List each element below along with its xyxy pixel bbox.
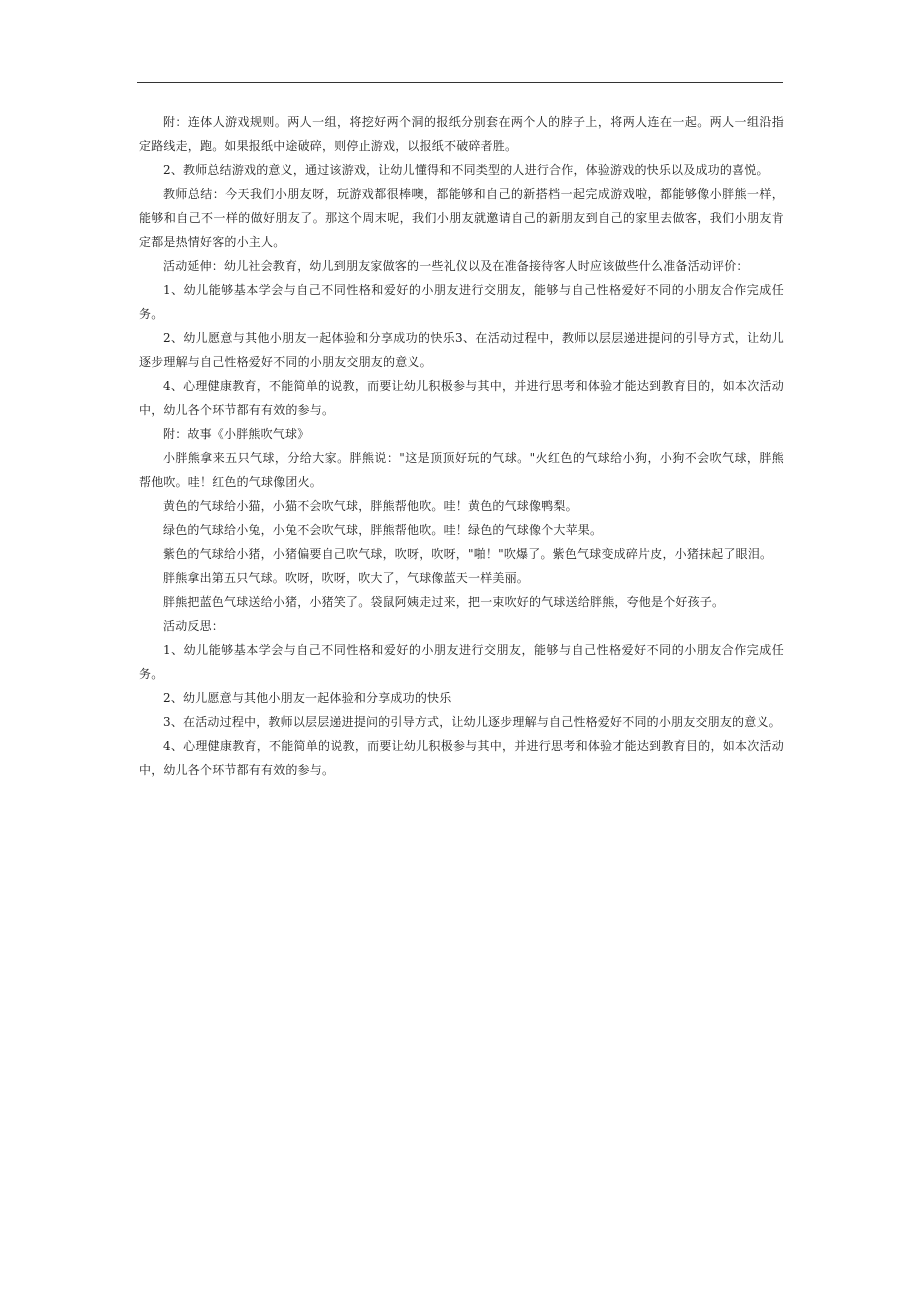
paragraph-reflection-2: 2、幼儿愿意与其他小朋友一起体验和分享成功的快乐: [163, 691, 452, 705]
paragraph-evaluation-4: 4、心理健康教育，不能简单的说教，而要让幼儿积极参与其中，并进行思考和体验才能达到教育目的，如本次活动中，幼儿各个环节都有有效的参与。: [139, 379, 784, 417]
paragraph-story-3: 绿色的气球给小兔，小兔不会吹气球，胖熊帮他吹。哇！绿色的气球像个大苹果。: [163, 523, 603, 537]
paragraph-game-rules: 附：连体人游戏规则。两人一组，将挖好两个洞的报纸分别套在两个人的脖子上，将两人连在一起。两人一组沿指定路线走，跑。如果报纸中途破碎，则停止游戏，以报纸不破碎者胜。: [139, 115, 784, 153]
document-body: [139, 110, 784, 782]
paragraph-teacher-summary: 教师总结：今天我们小朋友呀，玩游戏都很棒噢，都能够和自己的新搭档一起完成游戏啦，都能够像小胖熊一样，能够和自己不一样的做好朋友了。那这个周末呢，我们小朋友就邀请自己的新朋友到自己的家里去做客，我们小朋友肯定都是热情好客的小主人。: [139, 187, 784, 249]
paragraph-evaluation-1: 1、幼儿能够基本学会与自己不同性格和爱好的小朋友进行交朋友，能够与自己性格爱好不同的小朋友合作完成任务。: [139, 283, 784, 321]
header-rule: [137, 82, 783, 83]
paragraph-story-5: 胖熊拿出第五只气球。吹呀，吹呀，吹大了，气球像蓝天一样美丽。: [163, 571, 530, 585]
paragraph-story-1: 小胖熊拿来五只气球，分给大家。胖熊说："这是顶顶好玩的气球。"火红色的气球给小狗，小狗不会吹气球，胖熊帮他吹。哇！红色的气球像团火。: [139, 451, 784, 489]
paragraph-story-6: 胖熊把蓝色气球送给小猪，小猪笑了。袋鼠阿姨走过来，把一束吹好的气球送给胖熊，夸他是个好孩子。: [163, 595, 725, 609]
paragraph-story-title: 附：故事《小胖熊吹气球》: [163, 427, 310, 441]
paragraph-reflection-1: 1、幼儿能够基本学会与自己不同性格和爱好的小朋友进行交朋友，能够与自己性格爱好不同的小朋友合作完成任务。: [139, 643, 784, 681]
paragraph-reflection-3: 3、在活动过程中，教师以层层递进提问的引导方式，让幼儿逐步理解与自己性格爱好不同的小朋友交朋友的意义。: [163, 715, 781, 729]
paragraph-story-4: 紫色的气球给小猪，小猪偏要自己吹气球，吹呀，吹呀，"啪！"吹爆了。紫色气球变成碎片皮，小猪抹起了眼泪。: [163, 547, 773, 561]
paragraph-story-2: 黄色的气球给小猫，小猫不会吹气球，胖熊帮他吹。哇！黄色的气球像鸭梨。: [163, 499, 578, 513]
paragraph-reflection-4: 4、心理健康教育，不能简单的说教，而要让幼儿积极参与其中，并进行思考和体验才能达到教育目的，如本次活动中，幼儿各个环节都有有效的参与。: [139, 739, 784, 777]
paragraph-reflection-heading: 活动反思：: [163, 619, 225, 633]
paragraph-activity-extension: 活动延伸：幼儿社会教育，幼儿到朋友家做客的一些礼仪以及在准备接待客人时应该做些什么准备活动评价：: [163, 259, 749, 273]
paragraph-evaluation-2-3: 2、幼儿愿意与其他小朋友一起体验和分享成功的快乐3、在活动过程中，教师以层层递进提问的引导方式，让幼儿逐步理解与自己性格爱好不同的小朋友交朋友的意义。: [139, 331, 784, 369]
paragraph-teacher-summary-point: 2、教师总结游戏的意义，通过该游戏，让幼儿懂得和不同类型的人进行合作，体验游戏的快乐以及成功的喜悦。: [163, 163, 769, 177]
